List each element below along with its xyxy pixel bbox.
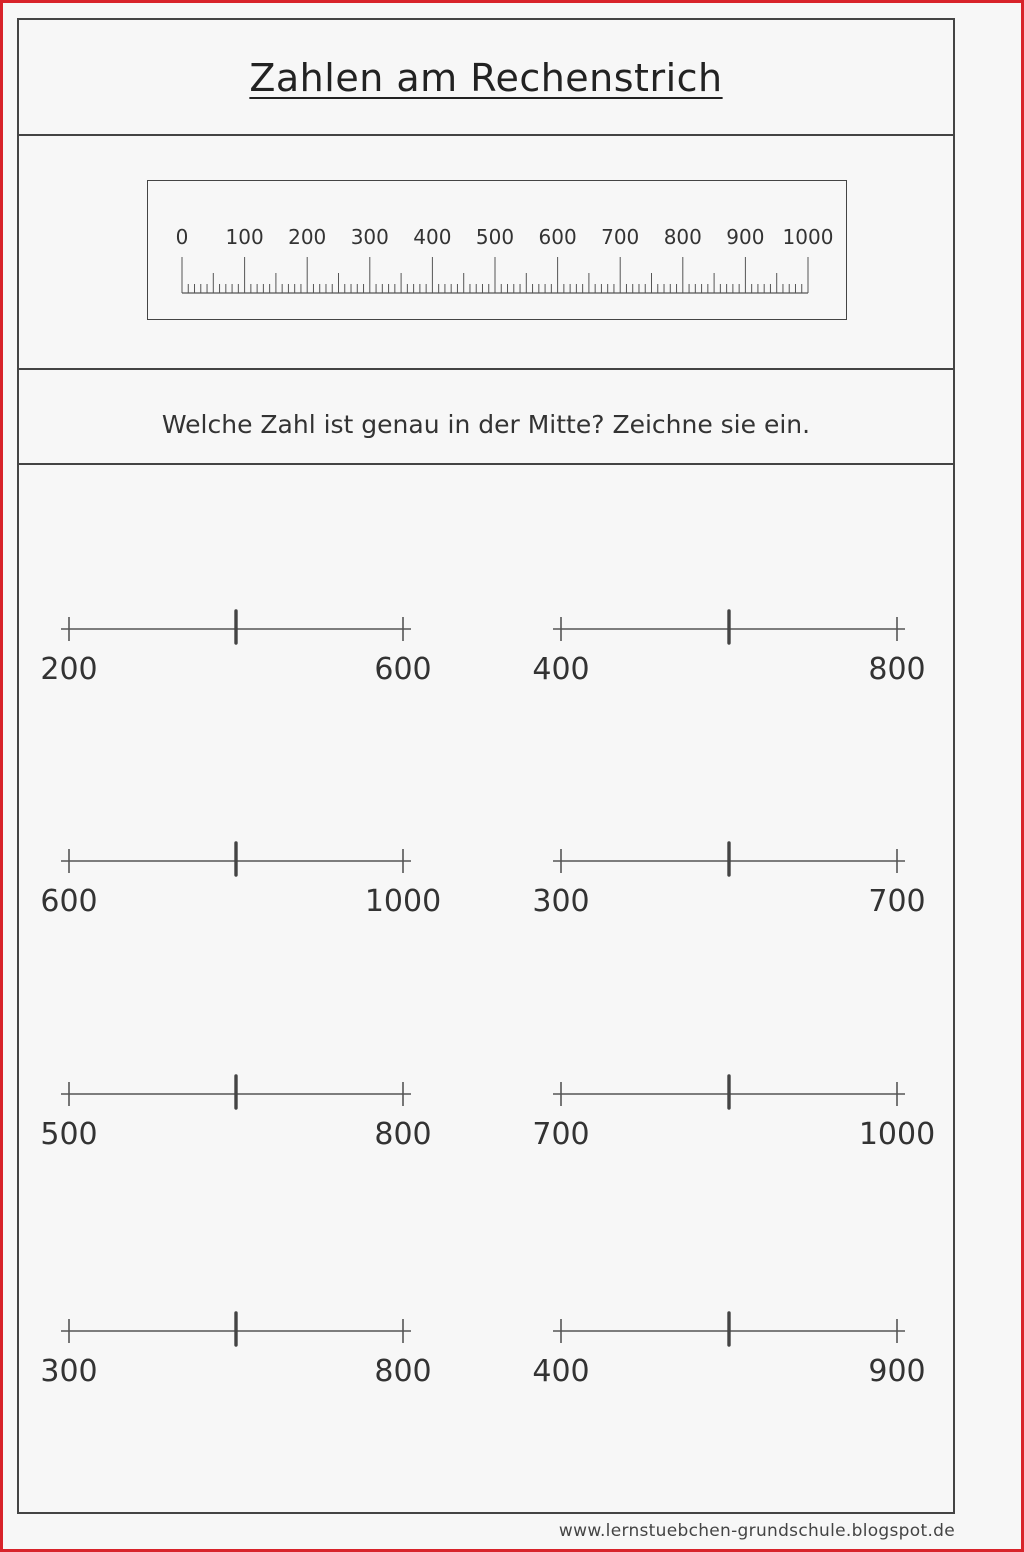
number-line-exercise [40,843,441,919]
number-line-exercise [40,611,431,687]
ruler-label: 700 [601,225,640,249]
end-label: 800 [374,1117,432,1152]
ruler-label: 100 [225,225,264,249]
end-label: 700 [868,884,926,919]
ruler-label: 900 [726,225,765,249]
number-line-exercise [532,1076,935,1152]
end-label: 800 [868,652,926,687]
number-line-exercise [40,1313,431,1389]
number-lines [19,20,957,1516]
ruler-label: 0 [175,225,189,249]
instruction-text: Welche Zahl ist genau in der Mitte? Zeichne sie ein. [161,410,811,439]
ruler-label: 1000 [782,225,834,249]
start-label: 500 [40,1117,98,1152]
ruler-label: 400 [413,225,452,249]
number-line-exercise [532,1313,925,1389]
start-label: 400 [532,1354,590,1389]
end-label: 1000 [858,1117,936,1152]
page-title: Zahlen am Rechenstrich [249,56,723,100]
number-line-exercise [532,611,925,687]
number-line-exercise [532,843,925,919]
end-label: 800 [374,1354,432,1389]
ruler-label: 600 [538,225,577,249]
number-line-exercise [40,1076,431,1152]
ruler-label: 500 [475,225,515,249]
worksheet [17,18,955,1514]
end-label: 1000 [364,884,442,919]
start-label: 200 [40,652,98,687]
end-label: 900 [868,1354,926,1389]
ruler-label: 200 [288,225,327,249]
ruler-label: 800 [663,225,702,249]
start-label: 600 [40,884,98,919]
start-label: 700 [532,1117,590,1152]
footer-url: www.lernstuebchen-grundschule.blogspot.de [558,1521,955,1541]
start-label: 400 [532,652,590,687]
ruler-label: 300 [350,225,389,249]
end-label: 600 [374,652,432,687]
start-label: 300 [40,1354,98,1389]
start-label: 300 [532,884,590,919]
